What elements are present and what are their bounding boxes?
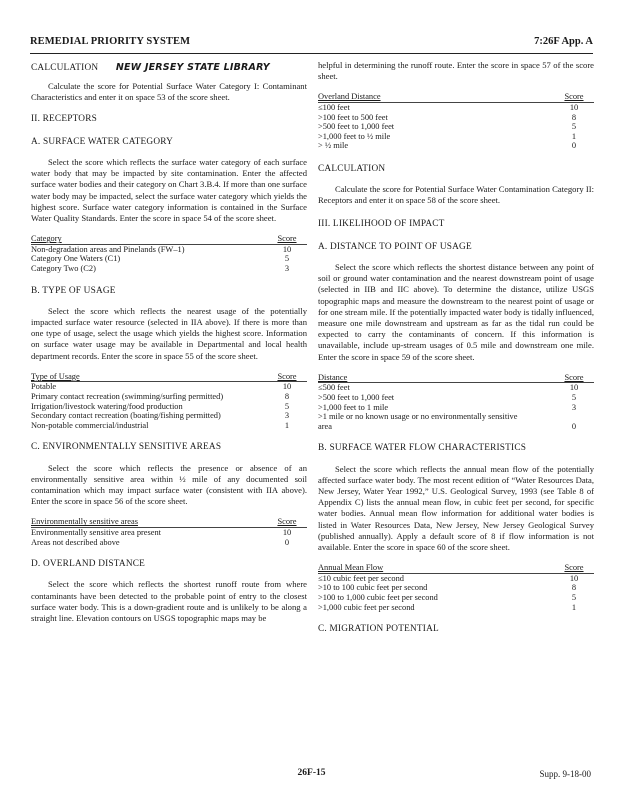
table-row	[318, 122, 594, 132]
header-rule	[30, 53, 593, 54]
surface-water-category-paragraph: Select the score which reflects the surface water category of each surface water body that may be impacted by site contamination. Enter the affected surface water bodies and their category on Chart 3.B.4. If more than one surface water body may be impacted, select the surface water category which yields the highest score. Surface water category information is contained in the Surface Water Quality Standards. Enter the score in space 54 of the score sheet.	[31, 157, 307, 224]
running-header-title: REMEDIAL PRIORITY SYSTEM	[30, 36, 191, 47]
table-cell: >1,000 feet to 1 mile	[318, 402, 389, 412]
score-cell: 10	[569, 103, 579, 112]
table-row	[31, 244, 307, 254]
continued-paragraph: helpful in determining the runoff route. Enter the score in space 57 of the score sheet.	[318, 60, 594, 82]
table-cell: >500 feet to 1,000 feet	[318, 393, 395, 402]
score-cell: 10	[282, 528, 292, 537]
score-cell: 5	[284, 401, 290, 411]
table-cell: Primary contact recreation (swimming/surfing permitted)	[31, 392, 224, 402]
overland-distance-paragraph: Select the score which reflects the shortest runoff route from where contaminants have been detected to the probable point of entry to the closest surface water body. This is a down-gradient route and is unlikely to be along a straight line. Elevation contours on USGS topographic maps may be	[31, 579, 307, 623]
table-header-row	[318, 92, 594, 102]
score-cell: 5	[284, 254, 290, 264]
column-header: Environmentally sensitive areas	[31, 517, 267, 527]
table-row	[318, 412, 594, 431]
table-cell: > ½ mile	[318, 141, 349, 151]
distance-to-point-of-usage-paragraph: Select the score which reflects the shortest distance between any point of soil or ground water contamination and the nearest downstream point of usage (selected in IIB and IIC above). To determine the distance, utilize USGS topographic maps and measure the downstream to the nearest point of usage or for one stream mile. If the potentially impacted water body is tidally influenced, measure one mile downstream and upstream as far as the tidal run could be expected to carry the contaminants of concern. If this information is unavailable, include up-stream usages of 0.5 mile and downstream one mile. Enter the score in space 59 of the score sheet.	[318, 261, 594, 362]
surface-water-flow-heading: B. SURFACE WATER FLOW CHARACTERISTICS	[318, 443, 527, 454]
table-row	[318, 593, 594, 603]
receptors-heading: II. RECEPTORS	[31, 113, 97, 124]
column-header: Distance	[318, 373, 554, 383]
score-cell: 10	[282, 244, 292, 254]
table-row	[31, 254, 307, 264]
calculation-heading-text: CALCULATION	[31, 63, 99, 73]
right-column	[318, 60, 594, 635]
table-row	[31, 528, 307, 538]
column-header: Category	[31, 234, 267, 244]
table-row	[318, 603, 594, 613]
overland-distance-heading: D. OVERLAND DISTANCE	[31, 559, 146, 570]
table-cell: Irrigation/livestock watering/food production	[31, 401, 183, 411]
table-cell: Category One Waters (C1)	[31, 254, 121, 264]
table-cell: >100 feet to 500 feet	[318, 112, 388, 122]
table-cell: Non-degradation areas and Pinelands (FW–1)	[31, 244, 185, 254]
type-of-usage-paragraph: Select the score which reflects the nearest usage of the potentially impacted surface water resource (selected in IIA above). If there is more than one type of usage, select the usage which yields the highest score. Information on surface water usage may be available in Departmental and local health department records. Enter the score in space 55 of the score sheet.	[31, 305, 307, 361]
table-header-row	[31, 234, 307, 244]
column-header: Score	[554, 92, 594, 102]
calculation-paragraph-right: Calculate the score for Potential Surface Water Contamination Category II: Receptors and enter it on space 58 of the score sheet.	[318, 184, 594, 206]
column-header: Type of Usage	[31, 372, 267, 382]
table-cell: >500 feet to 1,000 feet	[318, 122, 395, 132]
column-header: Score	[267, 517, 307, 527]
score-cell: 3	[284, 411, 290, 421]
table-header-row	[318, 373, 594, 383]
sensitive-area-score-table	[31, 517, 307, 547]
table-row	[318, 383, 594, 393]
score-cell: 8	[571, 112, 577, 122]
surface-water-flow-paragraph: Select the score which reflects the annual mean flow of the potentially affected surface water body. The most recent edition of “Water Resources Data, New Jersey, Water Year 1992,” U.S. Geological Survey, 1993 (see Table 8 of Appendix C) lists the annual mean flow, in cubic feet per second, for specific water bodies. Annual mean flow information for additional water bodies is listed in Water Resources Data, New Jersey, New Jersey Geological Survey (published annually). Apply a default score of 8 if flow information is not available. Enter the score in space 60 of the score sheet.	[318, 463, 594, 552]
column-header: Score	[267, 234, 307, 244]
table-cell: Potable	[31, 382, 57, 392]
table-row	[31, 392, 307, 402]
table-row	[31, 264, 307, 274]
environmentally-sensitive-areas-heading: C. ENVIRONMENTALLY SENSITIVE AREAS	[31, 442, 222, 453]
page-number: 26F-15	[297, 768, 326, 778]
table-row	[318, 141, 594, 151]
score-cell: 8	[284, 392, 290, 402]
distance-to-point-of-usage-heading: A. DISTANCE TO POINT OF USAGE	[318, 241, 472, 252]
score-cell: 10	[282, 382, 292, 392]
table-cell: Environmentally sensitive area present	[31, 528, 162, 537]
likelihood-of-impact-heading: III. LIKELIHOOD OF IMPACT	[318, 218, 445, 229]
table-row	[318, 403, 594, 413]
table-row	[318, 583, 594, 593]
score-cell: 5	[571, 592, 577, 602]
column-header: Score	[554, 563, 594, 573]
score-cell: 0	[571, 141, 577, 151]
score-cell: 8	[571, 583, 577, 593]
column-header: Score	[554, 373, 594, 383]
calculation-heading-right: CALCULATION	[318, 163, 386, 174]
category-score-table	[31, 234, 307, 273]
table-cell: ≤10 cubic feet per second	[318, 573, 404, 583]
table-row	[31, 421, 307, 431]
overland-distance-score-table	[318, 92, 594, 151]
distance-score-table	[318, 373, 594, 432]
score-cell: 3	[571, 402, 577, 412]
environmentally-sensitive-areas-paragraph: Select the score which reflects the presence or absence of an environmentally sensitive area within ½ mile of any documented soil contamination which may impact surface water (consistent with IIA above). Enter the score in space 56 of the score sheet.	[31, 462, 307, 507]
score-cell: 1	[571, 131, 577, 141]
score-cell: 5	[571, 393, 577, 402]
annual-mean-flow-score-table	[318, 563, 594, 612]
table-row	[31, 382, 307, 392]
usage-score-table	[31, 372, 307, 431]
score-cell: 0	[284, 537, 290, 547]
table-row	[31, 538, 307, 548]
score-cell: 10	[569, 383, 579, 393]
table-header-row	[31, 517, 307, 527]
left-column	[31, 60, 307, 624]
migration-potential-heading: C. MIGRATION POTENTIAL	[318, 624, 439, 635]
table-cell: >100 to 1,000 cubic feet per second	[318, 592, 438, 602]
calculation-heading	[31, 62, 307, 74]
table-cell: >1 mile or no known usage or no environmentally sensitive area	[318, 412, 518, 431]
score-cell: 10	[569, 573, 579, 583]
table-row	[318, 573, 594, 583]
table-row	[318, 113, 594, 123]
table-cell: >1,000 cubic feet per second	[318, 602, 415, 612]
table-cell: >10 to 100 cubic feet per second	[318, 583, 428, 593]
table-header-row	[318, 563, 594, 573]
table-cell: >1,000 feet to ½ mile	[318, 131, 391, 141]
surface-water-category-heading: A. SURFACE WATER CATEGORY	[31, 136, 174, 147]
column-header: Annual Mean Flow	[318, 563, 554, 573]
table-cell: ≤100 feet	[318, 103, 350, 112]
table-row	[318, 393, 594, 403]
type-of-usage-heading: B. TYPE OF USAGE	[31, 285, 116, 296]
table-header-row	[31, 372, 307, 382]
table-cell: Non-potable commercial/industrial	[31, 420, 149, 430]
table-cell: Secondary contact recreation (boating/fishing permitted)	[31, 411, 221, 421]
score-cell: 0	[571, 421, 577, 431]
library-stamp: NEW JERSEY STATE LIBRARY	[115, 62, 270, 73]
table-row	[318, 132, 594, 142]
table-cell: Category Two (C2)	[31, 264, 96, 274]
score-cell: 1	[284, 420, 290, 430]
table-row	[31, 402, 307, 412]
column-header: Score	[267, 372, 307, 382]
table-cell: ≤500 feet	[318, 383, 350, 393]
score-cell: 3	[284, 264, 290, 274]
score-cell: 1	[571, 602, 577, 612]
score-cell: 5	[571, 122, 577, 132]
calculation-paragraph: Calculate the score for Potential Surface Water Category I: Contaminant Characteristics and enter it on space 53 of the score sheet.	[31, 81, 307, 103]
table-row	[318, 103, 594, 113]
table-cell: Areas not described above	[31, 537, 120, 547]
running-header-section: 7:26F App. A	[534, 36, 593, 47]
table-row	[31, 411, 307, 421]
supplement-date: Supp. 9-18-00	[539, 769, 591, 779]
column-header: Overland Distance	[318, 92, 554, 102]
